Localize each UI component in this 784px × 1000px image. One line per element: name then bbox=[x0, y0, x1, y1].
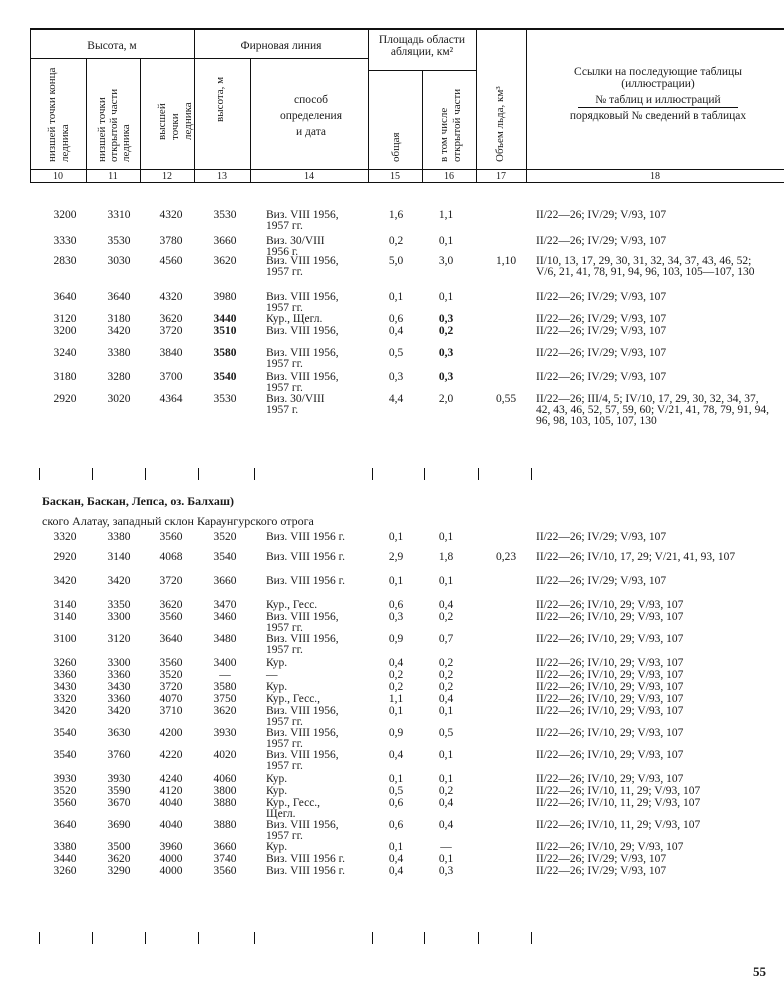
section-heading: Баскан, Баскан, Лепса, оз. Балхаш) bbox=[42, 494, 234, 508]
cell-c11: 3930 bbox=[107, 773, 131, 785]
cell-c10: 3320 bbox=[53, 693, 77, 705]
group-firn-rule bbox=[194, 58, 368, 59]
cell-c16: — bbox=[440, 841, 452, 853]
cell-c10: 3120 bbox=[53, 313, 77, 325]
cell-c11: 3020 bbox=[107, 393, 131, 405]
cell-c15: 0,4 bbox=[388, 853, 404, 865]
cell-c13: 3470 bbox=[213, 599, 237, 611]
cell-c12: 3840 bbox=[159, 347, 183, 359]
cell-c14: Кур., Щегл. bbox=[266, 313, 323, 325]
column-tick bbox=[254, 468, 255, 480]
column-tick bbox=[198, 932, 199, 944]
cell-c15: 0,1 bbox=[388, 531, 404, 543]
cell-c17: 0,55 bbox=[495, 393, 517, 405]
cell-c10: 3930 bbox=[53, 773, 77, 785]
column-tick bbox=[254, 932, 255, 944]
cell-c11: 3120 bbox=[107, 633, 131, 645]
cell-c10: 3140 bbox=[53, 611, 77, 623]
cell-c16: 0,1 bbox=[438, 749, 454, 761]
column-tick bbox=[424, 932, 425, 944]
cell-c15: 1,1 bbox=[388, 693, 404, 705]
column-tick bbox=[478, 932, 479, 944]
cell-c14: Кур. bbox=[266, 681, 288, 693]
cell-c11: 3280 bbox=[107, 371, 131, 383]
col-number: 17 bbox=[496, 171, 506, 182]
header-col18-sub1: № таблиц и иллюстраций bbox=[595, 94, 721, 106]
cell-c13: 3620 bbox=[213, 255, 237, 267]
cell-c15: 0,6 bbox=[388, 599, 404, 611]
cell-c14: Виз. 30/VIII 1957 г. bbox=[266, 393, 325, 416]
col-number: 10 bbox=[53, 171, 63, 182]
column-tick bbox=[39, 932, 40, 944]
cell-c12: 3780 bbox=[159, 235, 183, 247]
cell-c10: 3640 bbox=[53, 819, 77, 831]
cell-c18: II/22—26; IV/29; V/93, 107 bbox=[536, 235, 667, 247]
cell-c10: 3540 bbox=[53, 749, 77, 761]
cell-c14: Виз. VIII 1956, 1957 гг. bbox=[266, 633, 339, 656]
cell-c14: Виз. VIII 1956, 1957 гг. bbox=[266, 371, 339, 394]
cell-c11: 3500 bbox=[107, 841, 131, 853]
cell-c10: 3440 bbox=[53, 853, 77, 865]
header-number-rule bbox=[30, 169, 784, 170]
cell-c11: 3360 bbox=[107, 693, 131, 705]
cell-c12: 4000 bbox=[159, 865, 183, 877]
cell-c10: 3520 bbox=[53, 785, 77, 797]
cell-c12: 4560 bbox=[159, 255, 183, 267]
cell-c15: 0,4 bbox=[388, 325, 404, 337]
column-tick bbox=[92, 468, 93, 480]
cell-c18: II/22—26; IV/29; V/93, 107 bbox=[536, 853, 667, 865]
cell-c15: 0,6 bbox=[388, 819, 404, 831]
cell-c13: 3660 bbox=[213, 575, 237, 587]
cell-c10: 3560 bbox=[53, 797, 77, 809]
header-col13: высота, м bbox=[214, 76, 226, 122]
cell-c18: II/22—26; IV/10, 29; V/93, 107 bbox=[536, 727, 684, 739]
column-tick bbox=[39, 468, 40, 480]
column-tick bbox=[372, 468, 373, 480]
cell-c18: II/22—26; IV/29; V/93, 107 bbox=[536, 325, 667, 337]
cell-c13: 3440 bbox=[213, 313, 237, 325]
cell-c12: 4320 bbox=[159, 291, 183, 303]
cell-c13: 3930 bbox=[213, 727, 237, 739]
cell-c10: 3240 bbox=[53, 347, 77, 359]
col-number: 15 bbox=[390, 171, 400, 182]
cell-c10: 3260 bbox=[53, 657, 77, 669]
header-col18-divider bbox=[578, 107, 738, 108]
cell-c15: 0,4 bbox=[388, 657, 404, 669]
cell-c14: Виз. VIII 1956, 1957 гг. bbox=[266, 611, 339, 634]
cell-c13: 3980 bbox=[213, 291, 237, 303]
cell-c15: 0,4 bbox=[388, 865, 404, 877]
cell-c12: 3560 bbox=[159, 611, 183, 623]
cell-c13: 3620 bbox=[213, 705, 237, 717]
cell-c11: 3030 bbox=[107, 255, 131, 267]
cell-c10: 3430 bbox=[53, 681, 77, 693]
cell-c14: Виз. VIII 1956, 1957 гг. bbox=[266, 291, 339, 314]
cell-c14: Виз. VIII 1956, 1957 гг. bbox=[266, 749, 339, 772]
cell-c10: 3260 bbox=[53, 865, 77, 877]
cell-c18: II/22—26; IV/29; V/93, 107 bbox=[536, 291, 667, 303]
header-area-group: Площадь области абляции, км² bbox=[378, 34, 466, 58]
column-tick bbox=[424, 468, 425, 480]
cell-c10: 3380 bbox=[53, 841, 77, 853]
cell-c12: 4070 bbox=[159, 693, 183, 705]
cell-c18: II/22—26; IV/29; V/93, 107 bbox=[536, 347, 667, 359]
cell-c10: 3420 bbox=[53, 575, 77, 587]
cell-c14: Виз. VIII 1956, 1957 гг. bbox=[266, 819, 339, 842]
cell-c18: II/22—26; IV/29; V/93, 107 bbox=[536, 531, 667, 543]
cell-c16: 1,8 bbox=[438, 551, 454, 563]
cell-c15: 0,9 bbox=[388, 633, 404, 645]
cell-c15: 0,2 bbox=[388, 235, 404, 247]
cell-c13: 3750 bbox=[213, 693, 237, 705]
cell-c12: 3620 bbox=[159, 313, 183, 325]
cell-c15: 2,9 bbox=[388, 551, 404, 563]
cell-c16: 0,1 bbox=[438, 235, 454, 247]
cell-c16: 0,5 bbox=[438, 727, 454, 739]
cell-c11: 3140 bbox=[107, 551, 131, 563]
col-number: 16 bbox=[444, 171, 454, 182]
cell-c13: 3530 bbox=[213, 209, 237, 221]
cell-c14: — bbox=[266, 669, 278, 681]
cell-c15: 0,3 bbox=[388, 371, 404, 383]
cell-c16: 0,1 bbox=[438, 291, 454, 303]
cell-c15: 0,1 bbox=[388, 291, 404, 303]
cell-c13: 3560 bbox=[213, 865, 237, 877]
cell-c12: 4220 bbox=[159, 749, 183, 761]
cell-c10: 3360 bbox=[53, 669, 77, 681]
cell-c13: 3800 bbox=[213, 785, 237, 797]
header-col14: способ определения и дата bbox=[279, 94, 342, 138]
cell-c14: Кур., Гесс., Щегл. bbox=[266, 797, 321, 820]
cell-c11: 3530 bbox=[107, 235, 131, 247]
cell-c18: II/22—26; IV/10, 29; V/93, 107 bbox=[536, 669, 684, 681]
cell-c12: 3720 bbox=[159, 575, 183, 587]
cell-c16: 0,2 bbox=[438, 669, 454, 681]
cell-c11: 3640 bbox=[107, 291, 131, 303]
cell-c18: II/22—26; IV/10, 29; V/93, 107 bbox=[536, 599, 684, 611]
header-col16: в том числе открытой части bbox=[438, 88, 463, 162]
cell-c15: 0,1 bbox=[388, 773, 404, 785]
header-bottom-rule bbox=[30, 182, 784, 183]
cell-c16: 0,1 bbox=[438, 773, 454, 785]
column-tick bbox=[198, 468, 199, 480]
cell-c11: 3630 bbox=[107, 727, 131, 739]
col-number: 12 bbox=[162, 171, 172, 182]
cell-c11: 3590 bbox=[107, 785, 131, 797]
cell-c16: 0,4 bbox=[438, 797, 454, 809]
cell-c15: 1,6 bbox=[388, 209, 404, 221]
cell-c18: II/22—26; III/4, 5; IV/10, 17, 29, 30, 32, 34, 37, 42, 43, 46, 52, 57, 59, 60; V/21, 41, 78, 79, 91, 94, 96, 98, 103, 105, 107, 130 bbox=[536, 393, 769, 427]
cell-c11: 3300 bbox=[107, 611, 131, 623]
cell-c18: II/22—26; IV/29; V/93, 107 bbox=[536, 313, 667, 325]
cell-c14: Виз. VIII 1956, bbox=[266, 325, 339, 337]
cell-c13: 3660 bbox=[213, 841, 237, 853]
cell-c12: 4000 bbox=[159, 853, 183, 865]
cell-c18: II/22—26; IV/29; V/93, 107 bbox=[536, 865, 667, 877]
cell-c12: 4040 bbox=[159, 819, 183, 831]
cell-c15: 0,3 bbox=[388, 611, 404, 623]
cell-c12: 3710 bbox=[159, 705, 183, 717]
cell-c14: Виз. VIII 1956, 1957 гг. bbox=[266, 727, 339, 750]
cell-c12: 3700 bbox=[159, 371, 183, 383]
cell-c12: 3640 bbox=[159, 633, 183, 645]
cell-c16: 0,1 bbox=[438, 575, 454, 587]
cell-c10: 3330 bbox=[53, 235, 77, 247]
cell-c14: Виз. VIII 1956 г. bbox=[266, 575, 345, 587]
cell-c18: II/22—26; IV/10, 29; V/93, 107 bbox=[536, 749, 684, 761]
cell-c14: Виз. VIII 1956 г. bbox=[266, 865, 345, 877]
header-col10: низшей точки конца ледника bbox=[46, 67, 71, 162]
cell-c18: II/22—26; IV/10, 11, 29; V/93, 107 bbox=[536, 785, 701, 797]
cell-c10: 3540 bbox=[53, 727, 77, 739]
header-col15: общая bbox=[390, 132, 402, 162]
cell-c13: 4020 bbox=[213, 749, 237, 761]
cell-c13: 3400 bbox=[213, 657, 237, 669]
cell-c11: 3420 bbox=[107, 705, 131, 717]
cell-c11: 3300 bbox=[107, 657, 131, 669]
header-col18-sub2: порядковый № сведений в таблицах bbox=[569, 110, 747, 122]
cell-c11: 3430 bbox=[107, 681, 131, 693]
cell-c10: 2920 bbox=[53, 551, 77, 563]
cell-c10: 3200 bbox=[53, 209, 77, 221]
cell-c17: 1,10 bbox=[495, 255, 517, 267]
cell-c12: 4364 bbox=[159, 393, 183, 405]
cell-c16: 0,1 bbox=[438, 705, 454, 717]
cell-c16: 0,4 bbox=[438, 599, 454, 611]
column-tick bbox=[478, 468, 479, 480]
cell-c10: 3420 bbox=[53, 705, 77, 717]
cell-c14: Кур. bbox=[266, 841, 288, 853]
cell-c11: 3420 bbox=[107, 575, 131, 587]
cell-c18: II/22—26; IV/10, 29; V/93, 107 bbox=[536, 633, 684, 645]
cell-c18: II/22—26; IV/29; V/93, 107 bbox=[536, 209, 667, 221]
cell-c17: 0,23 bbox=[495, 551, 517, 563]
cell-c14: Кур. bbox=[266, 657, 288, 669]
cell-c18: II/22—26; IV/29; V/93, 107 bbox=[536, 371, 667, 383]
cell-c13: 3480 bbox=[213, 633, 237, 645]
col-number: 14 bbox=[304, 171, 314, 182]
cell-c10: 3320 bbox=[53, 531, 77, 543]
cell-c14: Кур., Гесс., bbox=[266, 693, 321, 705]
column-tick bbox=[145, 468, 146, 480]
cell-c11: 3290 bbox=[107, 865, 131, 877]
cell-c16: 0,3 bbox=[438, 371, 454, 383]
cell-c16: 0,3 bbox=[438, 313, 454, 325]
column-tick bbox=[531, 932, 532, 944]
cell-c11: 3180 bbox=[107, 313, 131, 325]
cell-c18: II/22—26; IV/29; V/93, 107 bbox=[536, 575, 667, 587]
cell-c13: 3460 bbox=[213, 611, 237, 623]
cell-c13: 3530 bbox=[213, 393, 237, 405]
cell-c14: Виз. VIII 1956, 1957 гг. bbox=[266, 347, 339, 370]
cell-c13: 3510 bbox=[213, 325, 237, 337]
cell-c15: 0,2 bbox=[388, 681, 404, 693]
cell-c13: 3520 bbox=[213, 531, 237, 543]
cell-c16: 0,2 bbox=[438, 657, 454, 669]
cell-c18: II/10, 13, 17, 29, 30, 31, 32, 34, 37, 43, 46, 52; V/6, 21, 41, 78, 91, 94, 96, 103, 105—107, 130 bbox=[536, 255, 755, 278]
column-tick bbox=[145, 932, 146, 944]
cell-c12: 3560 bbox=[159, 657, 183, 669]
cell-c11: 3310 bbox=[107, 209, 131, 221]
cell-c18: II/22—26; IV/10, 17, 29; V/21, 41, 93, 107 bbox=[536, 551, 736, 563]
cell-c15: 4,4 bbox=[388, 393, 404, 405]
cell-c18: II/22—26; IV/10, 29; V/93, 107 bbox=[536, 681, 684, 693]
cell-c15: 0,1 bbox=[388, 575, 404, 587]
cell-c16: 0,3 bbox=[438, 347, 454, 359]
cell-c12: 3520 bbox=[159, 669, 183, 681]
cell-c12: 3720 bbox=[159, 681, 183, 693]
cell-c15: 0,9 bbox=[388, 727, 404, 739]
column-tick bbox=[531, 468, 532, 480]
cell-c13: 3540 bbox=[213, 551, 237, 563]
cell-c15: 0,6 bbox=[388, 313, 404, 325]
cell-c11: 3380 bbox=[107, 531, 131, 543]
header-col18-title: Ссылки на последующие таблицы (иллюстрации) bbox=[574, 66, 742, 90]
cell-c13: 3540 bbox=[213, 371, 237, 383]
cell-c13: 4060 bbox=[213, 773, 237, 785]
cell-c12: 4040 bbox=[159, 797, 183, 809]
cell-c13: — bbox=[219, 669, 231, 681]
cell-c16: 0,4 bbox=[438, 819, 454, 831]
column-tick bbox=[372, 932, 373, 944]
cell-c15: 0,1 bbox=[388, 705, 404, 717]
section-subheading: ского Алатау, западный склон Караунгурского отрога bbox=[42, 514, 314, 528]
cell-c13: 3880 bbox=[213, 797, 237, 809]
cell-c14: Кур. bbox=[266, 773, 288, 785]
page-number: 55 bbox=[753, 964, 766, 979]
cell-c12: 4320 bbox=[159, 209, 183, 221]
cell-c13: 3880 bbox=[213, 819, 237, 831]
header-col12: высшей точки ледника bbox=[156, 102, 194, 140]
cell-c10: 3140 bbox=[53, 599, 77, 611]
cell-c11: 3380 bbox=[107, 347, 131, 359]
cell-c10: 3640 bbox=[53, 291, 77, 303]
cell-c18: II/22—26; IV/10, 11, 29; V/93, 107 bbox=[536, 797, 701, 809]
cell-c15: 0,2 bbox=[388, 669, 404, 681]
cell-c16: 0,3 bbox=[438, 865, 454, 877]
cell-c14: Виз. VIII 1956, 1957 гг. bbox=[266, 255, 339, 278]
table-top-rule bbox=[30, 28, 784, 30]
col-number: 18 bbox=[650, 171, 660, 182]
cell-c12: 3560 bbox=[159, 531, 183, 543]
cell-c13: 3580 bbox=[213, 681, 237, 693]
cell-c18: II/22—26; IV/10, 29; V/93, 107 bbox=[536, 773, 684, 785]
cell-c15: 0,5 bbox=[388, 347, 404, 359]
cell-c16: 2,0 bbox=[438, 393, 454, 405]
cell-c11: 3350 bbox=[107, 599, 131, 611]
cell-c18: II/22—26; IV/10, 29; V/93, 107 bbox=[536, 705, 684, 717]
cell-c16: 0,2 bbox=[438, 681, 454, 693]
cell-c15: 0,4 bbox=[388, 749, 404, 761]
header-col17: Объем льда, км³ bbox=[494, 86, 506, 162]
cell-c14: Виз. VIII 1956, 1957 гг. bbox=[266, 705, 339, 728]
cell-c14: Виз. VIII 1956 г. bbox=[266, 853, 345, 865]
col-number: 11 bbox=[108, 171, 118, 182]
cell-c10: 3100 bbox=[53, 633, 77, 645]
cell-c10: 2830 bbox=[53, 255, 77, 267]
cell-c18: II/22—26; IV/10, 29; V/93, 107 bbox=[536, 693, 684, 705]
cell-c18: II/22—26; IV/10, 11, 29; V/93, 107 bbox=[536, 819, 701, 831]
cell-c12: 4068 bbox=[159, 551, 183, 563]
cell-c13: 3580 bbox=[213, 347, 237, 359]
cell-c18: II/22—26; IV/10, 29; V/93, 107 bbox=[536, 611, 684, 623]
cell-c18: II/22—26; IV/10, 29; V/93, 107 bbox=[536, 657, 684, 669]
cell-c11: 3670 bbox=[107, 797, 131, 809]
cell-c12: 3620 bbox=[159, 599, 183, 611]
cell-c15: 5,0 bbox=[388, 255, 404, 267]
cell-c12: 4240 bbox=[159, 773, 183, 785]
cell-c13: 3740 bbox=[213, 853, 237, 865]
col-number: 13 bbox=[217, 171, 227, 182]
cell-c16: 0,2 bbox=[438, 785, 454, 797]
cell-c16: 0,2 bbox=[438, 325, 454, 337]
cell-c11: 3760 bbox=[107, 749, 131, 761]
cell-c16: 1,1 bbox=[438, 209, 454, 221]
cell-c14: Кур. bbox=[266, 785, 288, 797]
cell-c14: Виз. VIII 1956 г. bbox=[266, 551, 345, 563]
cell-c16: 3,0 bbox=[438, 255, 454, 267]
cell-c12: 3960 bbox=[159, 841, 183, 853]
header-col11: низшей точки открытой части ледника bbox=[96, 88, 132, 162]
cell-c16: 0,2 bbox=[438, 611, 454, 623]
cell-c14: Виз. 30/VIII 1956 г. bbox=[266, 235, 325, 258]
cell-c16: 0,4 bbox=[438, 693, 454, 705]
cell-c12: 4120 bbox=[159, 785, 183, 797]
cell-c16: 0,1 bbox=[438, 531, 454, 543]
cell-c16: 0,7 bbox=[438, 633, 454, 645]
cell-c14: Кур., Гесс. bbox=[266, 599, 318, 611]
cell-c12: 3720 bbox=[159, 325, 183, 337]
cell-c15: 0,5 bbox=[388, 785, 404, 797]
cell-c10: 3180 bbox=[53, 371, 77, 383]
cell-c11: 3690 bbox=[107, 819, 131, 831]
cell-c11: 3620 bbox=[107, 853, 131, 865]
cell-c14: Виз. VIII 1956 г. bbox=[266, 531, 345, 543]
cell-c11: 3360 bbox=[107, 669, 131, 681]
cell-c16: 0,1 bbox=[438, 853, 454, 865]
cell-c15: 0,1 bbox=[388, 841, 404, 853]
cell-c14: Виз. VIII 1956, 1957 гг. bbox=[266, 209, 339, 232]
header-height-group: Высота, м bbox=[87, 40, 137, 52]
cell-c13: 3660 bbox=[213, 235, 237, 247]
cell-c15: 0,6 bbox=[388, 797, 404, 809]
column-tick bbox=[92, 932, 93, 944]
cell-c11: 3420 bbox=[107, 325, 131, 337]
cell-c10: 3200 bbox=[53, 325, 77, 337]
cell-c12: 4200 bbox=[159, 727, 183, 739]
group-height-rule bbox=[30, 58, 194, 59]
cell-c18: II/22—26; IV/10, 29; V/93, 107 bbox=[536, 841, 684, 853]
cell-c10: 2920 bbox=[53, 393, 77, 405]
header-firn-group: Фирновая линия bbox=[240, 40, 322, 52]
